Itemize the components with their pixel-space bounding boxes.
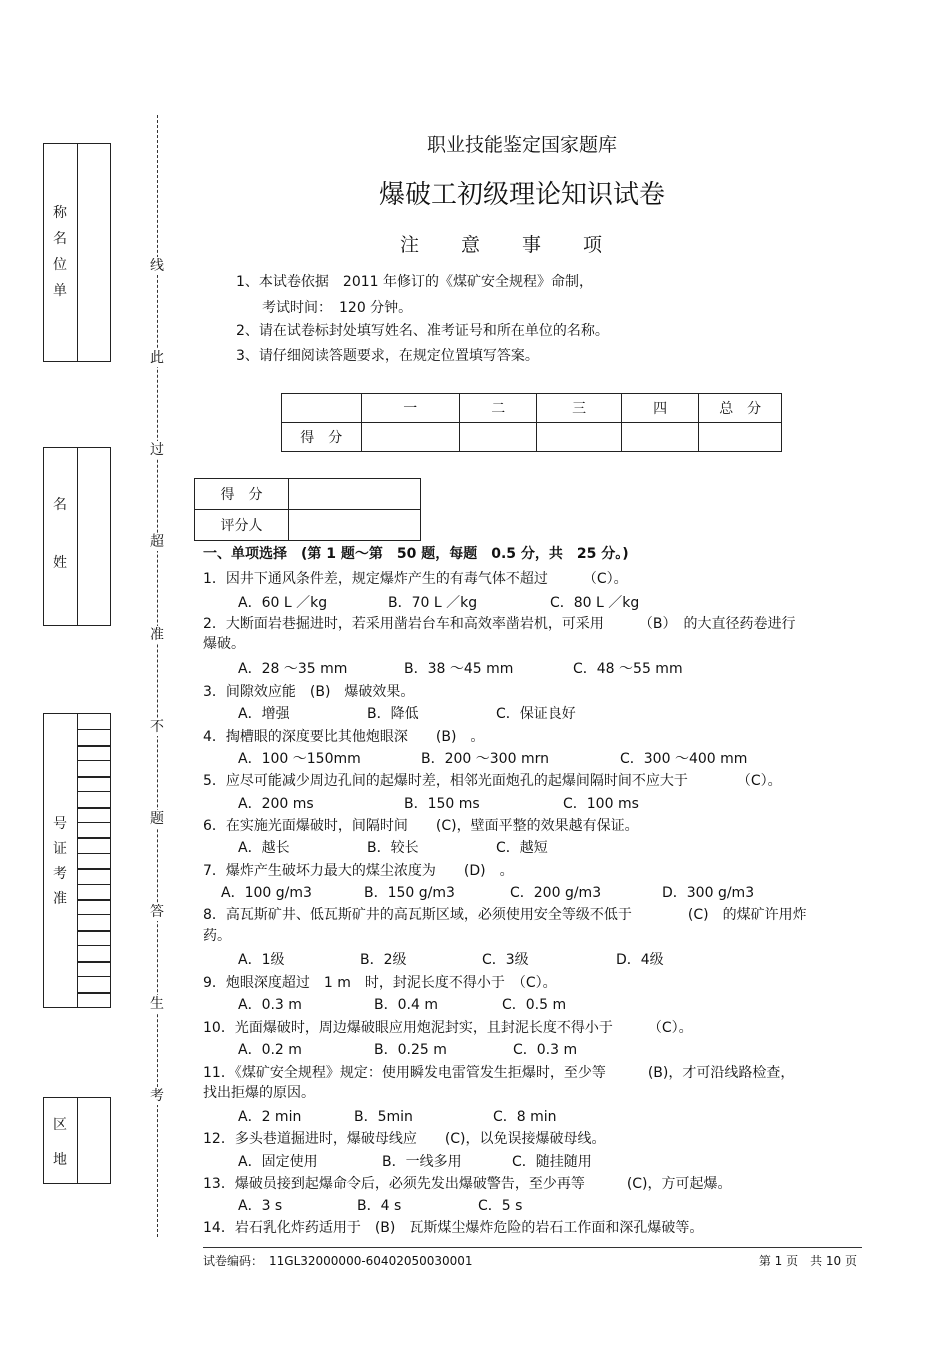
question-text: 2．大断面岩巷掘进时，若采用凿岩台车和高效率凿岩机，可采用 （B） 的大直径药卷进行 <box>203 616 796 632</box>
unit-label-char: 位 <box>53 257 67 273</box>
answer-option: A．100 g/m3 <box>221 885 312 901</box>
score-cell[interactable] <box>621 423 699 452</box>
grader-name-label: 评分人 <box>195 510 289 541</box>
score-table-header: 总 分 <box>699 394 782 423</box>
id-label-char: 号 <box>53 816 67 832</box>
seal-line-char: 答 <box>150 904 164 920</box>
seal-line-char: 线 <box>150 258 164 274</box>
question-text: 9．炮眼深度超过 1 m 时，封泥长度不得小于 （C）。 <box>203 975 557 991</box>
id-grid-rule <box>77 745 110 747</box>
question-text: 4．掏槽眼的深度要比其他炮眼深 (B) 。 <box>203 729 485 745</box>
question-text: 7．爆炸产生破坏力最大的煤尘浓度为 (D) 。 <box>203 863 514 879</box>
id-grid-rule <box>77 992 110 994</box>
seal-line-char: 考 <box>150 1088 164 1104</box>
answer-option: B．200 ～300 mrn <box>421 751 549 767</box>
answer-option: B．0.25 m <box>374 1042 447 1058</box>
answer-option: B．38 ～45 mm <box>404 661 514 677</box>
score-cell[interactable] <box>361 423 459 452</box>
id-grid-rule <box>77 837 110 839</box>
answer-option: A．0.3 m <box>238 997 302 1013</box>
answer-option: B．4 s <box>357 1198 402 1214</box>
answer-option: A．固定使用 <box>238 1154 318 1170</box>
seal-line-char: 过 <box>150 442 164 458</box>
name-label-char: 姓 <box>53 555 67 571</box>
seal-line-char: 超 <box>150 534 164 550</box>
id-grid-rule <box>77 760 110 761</box>
id-grid-rule <box>77 853 110 854</box>
score-table-header: 二 <box>459 394 537 423</box>
exam-id-box <box>43 713 111 1008</box>
answer-option: A．3 s <box>238 1198 283 1214</box>
question-text: 14．岩石乳化炸药适用于 (B) 瓦斯煤尘爆炸危险的岩石工作面和深孔爆破等。 <box>203 1220 704 1236</box>
answer-option: C．200 g/m3 <box>510 885 602 901</box>
seal-line-char: 生 <box>150 996 164 1012</box>
score-cell[interactable] <box>699 423 782 452</box>
answer-option: C．80 L ／kg <box>550 595 640 611</box>
region-label-char: 地 <box>53 1152 67 1168</box>
question-text: 6．在实施光面爆破时，间隔时间 (C)，壁面平整的效果越有保证。 <box>203 818 639 834</box>
id-grid-rule <box>77 945 110 946</box>
answer-option: C．0.5 m <box>502 997 567 1013</box>
id-grid-rule <box>77 976 110 977</box>
score-table-corner <box>282 394 362 423</box>
unit-label-char: 名 <box>53 231 67 247</box>
question-text: 3．间隙效应能 (B) 爆破效果。 <box>203 684 415 700</box>
id-grid-rule <box>77 914 110 915</box>
answer-option: A．0.2 m <box>238 1042 302 1058</box>
question-text-continued: 找出拒爆的原因。 <box>203 1085 315 1101</box>
seal-line-char: 此 <box>150 350 164 366</box>
answer-option: C．越短 <box>496 840 548 856</box>
answer-option: B．5min <box>354 1109 413 1125</box>
answer-option: C．保证良好 <box>496 706 576 722</box>
answer-option: B．150 ms <box>404 796 480 812</box>
answer-option: C．8 min <box>493 1109 557 1125</box>
exam-id-grid <box>77 714 110 1007</box>
answer-option: C．100 ms <box>563 796 639 812</box>
id-label-char: 考 <box>53 866 67 882</box>
id-grid-rule <box>77 729 110 730</box>
score-cell[interactable] <box>537 423 621 452</box>
answer-option: B．较长 <box>367 840 419 856</box>
answer-option: A．60 L ／kg <box>238 595 328 611</box>
answer-option: C．5 s <box>478 1198 523 1214</box>
grader-score-label: 得 分 <box>195 479 289 510</box>
answer-option: A．2 min <box>238 1109 302 1125</box>
score-summary-table <box>281 393 782 452</box>
score-table-header: 三 <box>537 394 621 423</box>
id-grid-rule <box>77 884 110 885</box>
answer-option: A．200 ms <box>238 796 314 812</box>
id-grid-rule <box>77 822 110 823</box>
score-cell[interactable] <box>459 423 537 452</box>
question-text: 12．多头巷道掘进时，爆破母线应 (C)，以免误接爆破母线。 <box>203 1131 606 1147</box>
grader-table <box>194 478 421 541</box>
exam-title: 爆破工初级理论知识试卷 <box>378 180 665 210</box>
score-row-label: 得 分 <box>282 423 362 452</box>
unit-label-char: 称 <box>53 205 67 221</box>
question-text: 11．《煤矿安全规程》规定：使用瞬发电雷管发生拒爆时，至少等 (B)，才可沿线路检查， <box>203 1065 795 1081</box>
answer-option: C．0.3 m <box>513 1042 578 1058</box>
score-table-header: 四 <box>621 394 699 423</box>
answer-option: D．300 g/m3 <box>662 885 755 901</box>
id-grid-rule <box>77 930 110 932</box>
notes-heading: 注意事项 <box>399 234 644 256</box>
grader-score-cell[interactable] <box>289 479 421 510</box>
question-text: 8．高瓦斯矿井、低瓦斯矿井的高瓦斯区域，必须使用安全等级不低于 (C) 的煤矿许用炸 <box>203 907 807 923</box>
seal-line-char: 准 <box>150 627 164 643</box>
question-text: 5．应尽可能减少周边孔间的起爆时差，相邻光面炮孔的起爆间隔时间不应大于 （C）。 <box>203 773 782 789</box>
answer-option: C．随挂随用 <box>512 1154 592 1170</box>
answer-option: A．100 ～150mm <box>238 751 361 767</box>
unit-label-char: 单 <box>53 283 67 299</box>
footer-rule <box>203 1247 862 1248</box>
name-box <box>43 447 111 626</box>
answer-option: B．150 g/m3 <box>364 885 455 901</box>
region-box <box>43 1097 111 1184</box>
id-grid-rule <box>77 868 110 870</box>
id-label-char: 证 <box>53 841 67 857</box>
question-text-continued: 爆破。 <box>203 636 245 652</box>
seal-line-char: 题 <box>150 811 164 827</box>
region-label-char: 区 <box>53 1117 67 1133</box>
id-grid-rule <box>77 899 110 901</box>
answer-option: A．28 ～35 mm <box>238 661 348 677</box>
answer-option: D．4级 <box>616 952 664 968</box>
answer-option: C．3级 <box>482 952 529 968</box>
answer-option: A．1级 <box>238 952 285 968</box>
id-grid-rule <box>77 807 110 809</box>
seal-dashed-line <box>157 115 158 1237</box>
answer-option: B．降低 <box>367 706 419 722</box>
answer-option: A．增强 <box>238 706 290 722</box>
answer-option: C．300 ～400 mm <box>620 751 748 767</box>
question-text-continued: 药。 <box>203 928 231 944</box>
answer-option: B．0.4 m <box>374 997 438 1013</box>
name-label-char: 名 <box>53 497 67 513</box>
answer-option: B．70 L ／kg <box>388 595 478 611</box>
score-table-header: 一 <box>361 394 459 423</box>
note-line: 2、请在试卷标封处填写姓名、准考证号和所在单位的名称。 <box>236 323 609 339</box>
question-text: 10．光面爆破时，周边爆破眼应用炮泥封实，且封泥长度不得小于 （C）。 <box>203 1020 693 1036</box>
id-grid-rule <box>77 961 110 963</box>
id-grid-rule <box>77 776 110 778</box>
note-line: 1、本试卷依据 2011 年修订的《煤矿安全规程》命制， <box>236 274 593 290</box>
bank-title: 职业技能鉴定国家题库 <box>426 134 617 156</box>
page-number: 第 1 页 共 10 页 <box>758 1254 857 1268</box>
note-line: 考试时间： 120 分钟。 <box>262 300 413 316</box>
seal-line-char: 不 <box>150 719 164 735</box>
section-heading: 一、单项选择 (第 1 题～第 50 题，每题 0.5 分，共 25 分。) <box>203 546 629 562</box>
answer-option: C．48 ～55 mm <box>573 661 683 677</box>
note-line: 3、请仔细阅读答题要求，在规定位置填写答案。 <box>236 348 539 364</box>
answer-option: A．越长 <box>238 840 290 856</box>
answer-option: B．一线多用 <box>382 1154 462 1170</box>
question-text: 1．因井下通风条件差，规定爆炸产生的有毒气体不超过 （C）。 <box>203 571 628 587</box>
question-text: 13．爆破员接到起爆命令后，必须先发出爆破警告，至少再等 (C)，方可起爆。 <box>203 1176 732 1192</box>
id-grid-rule <box>77 791 110 792</box>
paper-code: 试卷编码： 11GL32000000-60402050030001 <box>203 1254 473 1268</box>
grader-name-cell[interactable] <box>289 510 421 541</box>
id-label-char: 准 <box>53 891 67 907</box>
answer-option: B．2级 <box>360 952 407 968</box>
